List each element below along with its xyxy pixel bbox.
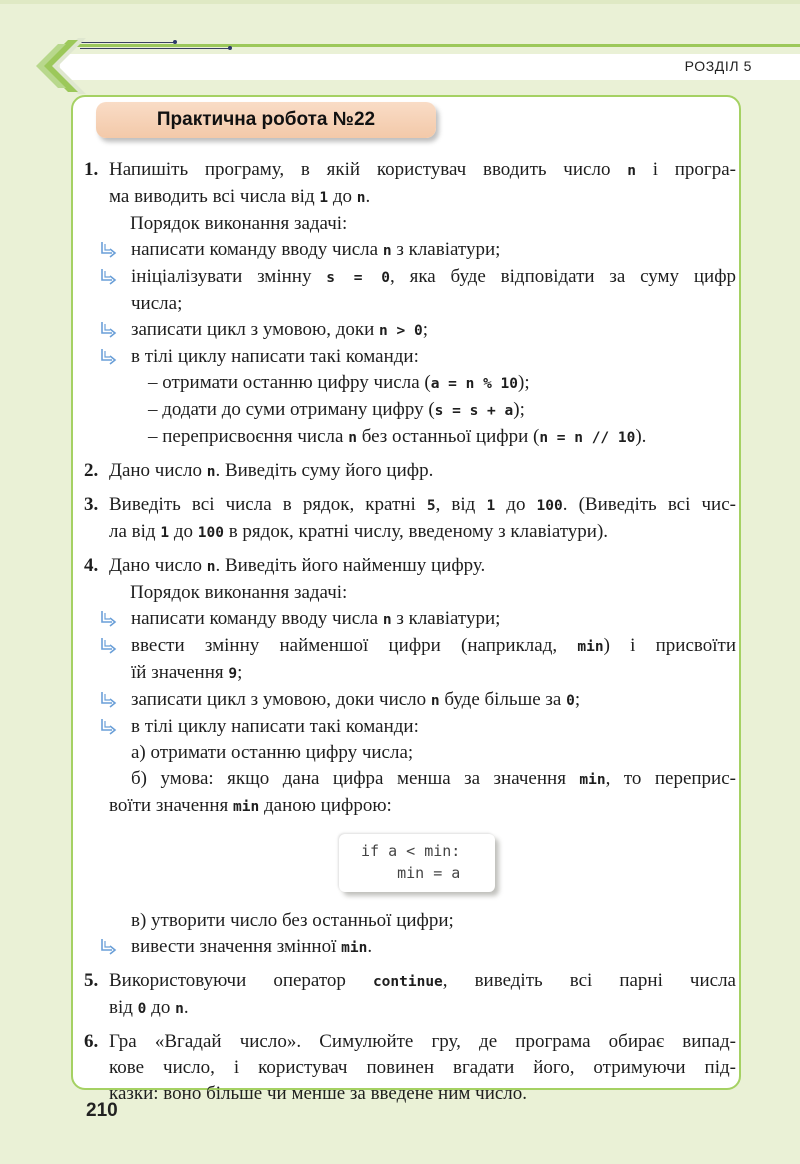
task-text: Напишіть програму, в якій користувач вводить число n і програ- (109, 159, 736, 180)
step-item: записати цикл з умовою, доки n > 0; (109, 317, 736, 344)
arrow-bullet-icon (99, 320, 121, 342)
lettered-step: в) утворити число без останньої цифри; (131, 910, 454, 931)
task-text: Дано число n. Виведіть його найменшу цифру. (109, 555, 486, 576)
task-text: Дано число n. Виведіть суму його цифр. (109, 460, 434, 481)
task-6 (84, 1029, 736, 1107)
task-number: 1. (84, 159, 99, 180)
step-item-continued: їй значення 9; (131, 662, 243, 683)
task-5 (84, 968, 736, 1022)
arrow-bullet-icon (99, 267, 121, 289)
header-rule-line (80, 48, 230, 49)
practical-work-title: Практична робота №22 (96, 102, 436, 138)
step-item: ввести змінну найменшої цифри (наприклад, min) і присвоїти (109, 633, 736, 660)
arrow-bullet-icon (99, 717, 121, 739)
task-text: Виведіть всі числа в рядок, кратні 5, від 1 до 100. (Виведіть всі чис- (109, 494, 736, 515)
task-text: ма виводить всі числа від 1 до n. (109, 186, 371, 207)
lettered-step-continued: воїти значення min даною цифрою: (109, 795, 392, 816)
header-dot (228, 46, 232, 50)
task-text: від 0 до n. (109, 997, 189, 1018)
order-heading: Порядок виконання задачі: (130, 582, 348, 603)
header-rule-line (75, 42, 175, 43)
task-text: Гра «Вгадай число». Симулюйте гру, де програма обирає випад- (109, 1031, 736, 1052)
sub-step: – переприсвоєння числа n без останньої цифри (n = n // 10). (148, 426, 647, 447)
page-number: 210 (86, 1100, 118, 1121)
task-number: 3. (84, 494, 99, 515)
task-number: 6. (84, 1031, 99, 1052)
lettered-step: б) умова: якщо дана цифра менша за значення min, то переприс- (131, 768, 736, 789)
section-label: РОЗДІЛ 5 (684, 58, 752, 74)
task-4 (84, 553, 736, 961)
code-line: if a < min: (361, 842, 461, 860)
arrow-bullet-icon (99, 690, 121, 712)
task-text: казки: воно більше чи менше за введене ним число. (109, 1083, 528, 1104)
sub-step: – додати до суми отриману цифру (s = s + a); (148, 399, 525, 420)
task-text: ла від 1 до 100 в рядок, кратні числу, введеному з клавіатури). (109, 521, 609, 542)
step-item-continued: числа; (131, 293, 183, 314)
step-item: в тілі циклу написати такі команди: (109, 714, 736, 740)
arrow-bullet-icon (99, 636, 121, 658)
sub-step: – отримати останню цифру числа (a = n % 10); (148, 372, 530, 393)
step-item: вивести значення змінної min. (109, 934, 736, 961)
task-list (84, 157, 736, 1114)
step-item: написати команду вводу числа n з клавіатури; (109, 237, 736, 264)
header-rule (75, 44, 800, 47)
chevron-left-icon (28, 36, 88, 96)
arrow-bullet-icon (99, 937, 121, 959)
step-item: написати команду вводу числа n з клавіатури; (109, 606, 736, 633)
task-3 (84, 492, 736, 546)
arrow-bullet-icon (99, 240, 121, 262)
task-1 (84, 157, 736, 451)
task-number: 2. (84, 460, 99, 481)
lettered-step: а) отримати останню цифру числа; (131, 742, 414, 763)
step-item: в тілі циклу написати такі команди: (109, 344, 736, 370)
arrow-bullet-icon (99, 347, 121, 369)
arrow-bullet-icon (99, 609, 121, 631)
top-strip (0, 0, 800, 4)
task-2 (84, 458, 736, 485)
step-item: записати цикл з умовою, доки число n буде більше за 0; (109, 687, 736, 714)
task-text: кове число, і користувач повинен вгадати його, отримуючи під- (109, 1057, 736, 1078)
task-text: Використовуючи оператор continue, виведіть всі парні числа (109, 970, 736, 991)
task-number: 5. (84, 970, 99, 991)
order-heading: Порядок виконання задачі: (130, 213, 348, 234)
code-line: min = a (361, 864, 461, 882)
header-dot (173, 40, 177, 44)
step-item: ініціалізувати змінну s = 0, яка буде відповідати за суму цифр (109, 264, 736, 291)
task-number: 4. (84, 555, 99, 576)
code-snippet (339, 834, 495, 892)
